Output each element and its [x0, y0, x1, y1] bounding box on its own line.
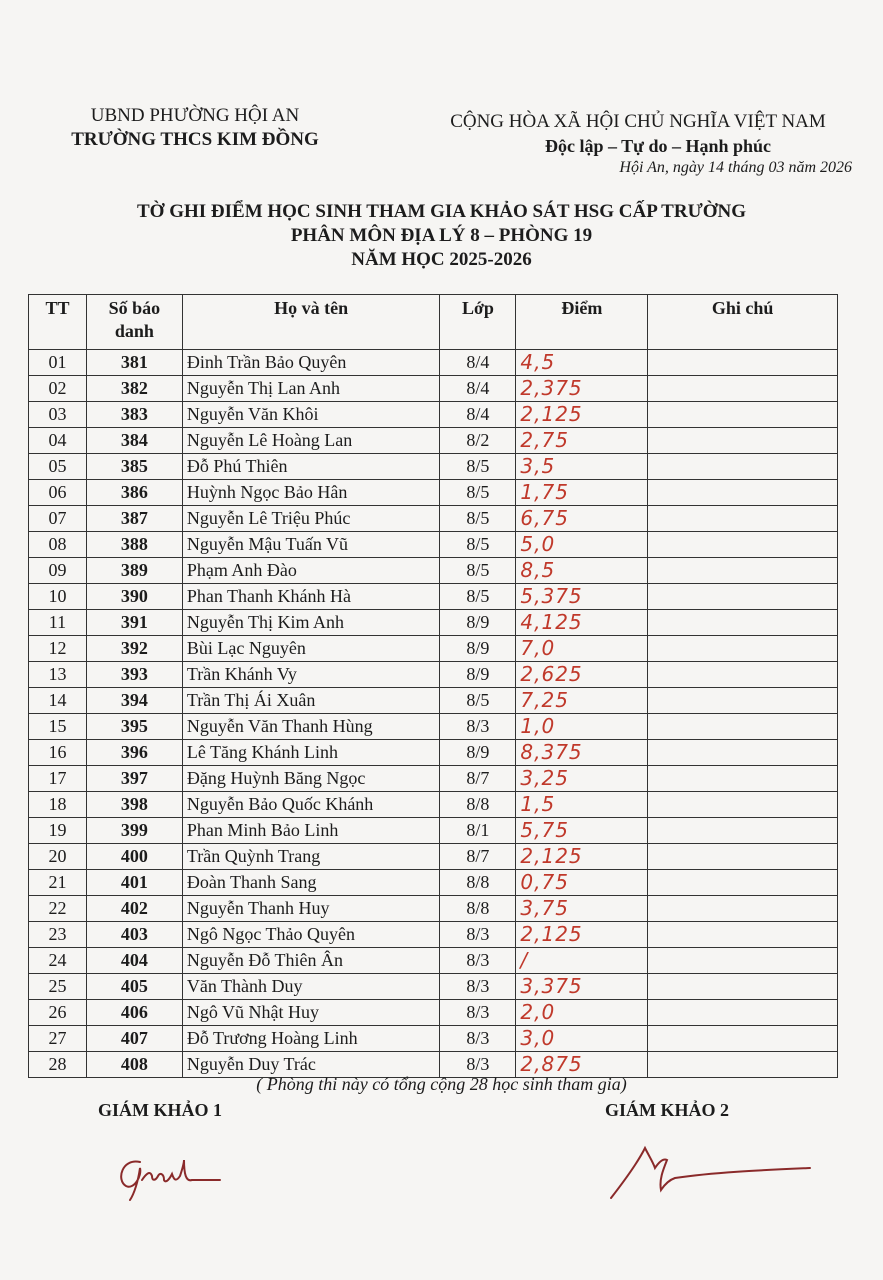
candidate-number: 388	[86, 532, 182, 558]
table-row	[29, 922, 838, 948]
table-header-row	[29, 295, 838, 350]
student-name: Nguyễn Duy Trác	[182, 1052, 440, 1078]
student-name: Ngô Ngọc Thảo Quyên	[182, 922, 440, 948]
header-class: Lớp	[440, 295, 516, 350]
judge-1-signature	[112, 1150, 222, 1210]
row-number: 10	[29, 584, 87, 610]
note	[648, 948, 838, 974]
national-motto: Độc lập – Tự do – Hạnh phúc	[544, 136, 772, 156]
score: 5,0	[516, 532, 648, 558]
score: 1,5	[516, 792, 648, 818]
note	[648, 714, 838, 740]
table-row	[29, 532, 838, 558]
candidate-number: 398	[86, 792, 182, 818]
score: /	[516, 948, 648, 974]
candidate-number: 387	[86, 506, 182, 532]
row-number: 08	[29, 532, 87, 558]
header-name: Họ và tên	[182, 295, 440, 350]
table-row	[29, 454, 838, 480]
note	[648, 584, 838, 610]
class-name: 8/3	[440, 1052, 516, 1078]
note	[648, 428, 838, 454]
row-number: 22	[29, 896, 87, 922]
score: 1,75	[516, 480, 648, 506]
student-name: Nguyễn Thị Lan Anh	[182, 376, 440, 402]
score: 4,5	[516, 350, 648, 376]
candidate-number: 405	[86, 974, 182, 1000]
candidate-number: 402	[86, 896, 182, 922]
student-name: Trần Quỳnh Trang	[182, 844, 440, 870]
document-title	[0, 200, 883, 272]
grades-table	[28, 294, 838, 1078]
class-name: 8/4	[440, 402, 516, 428]
candidate-number: 393	[86, 662, 182, 688]
class-name: 8/5	[440, 584, 516, 610]
student-name: Nguyễn Thị Kim Anh	[182, 610, 440, 636]
student-name: Trần Khánh Vy	[182, 662, 440, 688]
note	[648, 558, 838, 584]
row-number: 18	[29, 792, 87, 818]
score: 2,0	[516, 1000, 648, 1026]
score: 1,0	[516, 714, 648, 740]
table-row	[29, 896, 838, 922]
note	[648, 662, 838, 688]
score: 2,125	[516, 922, 648, 948]
class-name: 8/8	[440, 896, 516, 922]
score: 2,625	[516, 662, 648, 688]
table-row	[29, 506, 838, 532]
class-name: 8/8	[440, 792, 516, 818]
class-name: 8/3	[440, 1000, 516, 1026]
student-name: Nguyễn Lê Triệu Phúc	[182, 506, 440, 532]
note	[648, 480, 838, 506]
candidate-number: 397	[86, 766, 182, 792]
student-name: Trần Thị Ái Xuân	[182, 688, 440, 714]
class-name: 8/9	[440, 740, 516, 766]
student-name: Bùi Lạc Nguyên	[182, 636, 440, 662]
class-name: 8/4	[440, 376, 516, 402]
score: 2,875	[516, 1052, 648, 1078]
class-name: 8/7	[440, 844, 516, 870]
judge-1-label: GIÁM KHẢO 1	[98, 1100, 222, 1120]
candidate-number: 384	[86, 428, 182, 454]
row-number: 28	[29, 1052, 87, 1078]
ward-name: UBND PHƯỜNG HỘI AN	[90, 105, 300, 126]
class-name: 8/3	[440, 922, 516, 948]
class-name: 8/9	[440, 636, 516, 662]
class-name: 8/3	[440, 1026, 516, 1052]
class-name: 8/5	[440, 454, 516, 480]
class-name: 8/4	[440, 350, 516, 376]
table-row	[29, 688, 838, 714]
row-number: 07	[29, 506, 87, 532]
candidate-number: 395	[86, 714, 182, 740]
class-name: 8/9	[440, 662, 516, 688]
table-row	[29, 636, 838, 662]
score: 6,75	[516, 506, 648, 532]
row-number: 04	[29, 428, 87, 454]
note	[648, 1026, 838, 1052]
table-row	[29, 740, 838, 766]
table-row	[29, 870, 838, 896]
table-row	[29, 402, 838, 428]
student-name: Nguyễn Mậu Tuấn Vũ	[182, 532, 440, 558]
score: 2,125	[516, 844, 648, 870]
table-row	[29, 584, 838, 610]
table-row	[29, 662, 838, 688]
class-name: 8/5	[440, 506, 516, 532]
row-number: 20	[29, 844, 87, 870]
table-row	[29, 792, 838, 818]
score: 4,125	[516, 610, 648, 636]
note	[648, 402, 838, 428]
country-name: CỘNG HÒA XÃ HỘI CHỦ NGHĨA VIỆT NAM	[450, 111, 826, 132]
candidate-number: 381	[86, 350, 182, 376]
score: 2,375	[516, 376, 648, 402]
row-number: 15	[29, 714, 87, 740]
participant-count-note: ( Phòng thi này có tổng cộng 28 học sinh tham gia)	[256, 1074, 627, 1094]
row-number: 02	[29, 376, 87, 402]
student-name: Nguyễn Văn Khôi	[182, 402, 440, 428]
student-name: Phạm Anh Đào	[182, 558, 440, 584]
title-line-2: PHÂN MÔN ĐỊA LÝ 8 – PHÒNG 19	[290, 225, 593, 246]
header-score: Điểm	[516, 295, 648, 350]
note	[648, 350, 838, 376]
judge-2-label: GIÁM KHẢO 2	[605, 1100, 729, 1120]
table-row	[29, 818, 838, 844]
school-name: TRƯỜNG THCS KIM ĐỒNG	[71, 129, 319, 150]
note	[648, 376, 838, 402]
table-row	[29, 376, 838, 402]
table-row	[29, 766, 838, 792]
header-note: Ghi chú	[648, 295, 838, 350]
row-number: 09	[29, 558, 87, 584]
table-row	[29, 1026, 838, 1052]
row-number: 12	[29, 636, 87, 662]
national-header	[418, 110, 858, 178]
class-name: 8/9	[440, 610, 516, 636]
candidate-number: 407	[86, 1026, 182, 1052]
row-number: 21	[29, 870, 87, 896]
class-name: 8/5	[440, 532, 516, 558]
table-row	[29, 428, 838, 454]
candidate-number: 408	[86, 1052, 182, 1078]
score: 7,0	[516, 636, 648, 662]
candidate-number: 383	[86, 402, 182, 428]
note	[648, 870, 838, 896]
header-sbd-line2: danh	[114, 321, 154, 341]
class-name: 8/8	[440, 870, 516, 896]
student-name: Nguyễn Đỗ Thiên Ân	[182, 948, 440, 974]
candidate-number: 392	[86, 636, 182, 662]
student-name: Nguyễn Văn Thanh Hùng	[182, 714, 440, 740]
note	[648, 688, 838, 714]
row-number: 25	[29, 974, 87, 1000]
note	[648, 766, 838, 792]
candidate-number: 391	[86, 610, 182, 636]
table-row	[29, 350, 838, 376]
class-name: 8/1	[440, 818, 516, 844]
candidate-number: 403	[86, 922, 182, 948]
organization-header	[40, 104, 350, 152]
table-row	[29, 480, 838, 506]
student-name: Văn Thành Duy	[182, 974, 440, 1000]
student-name: Đỗ Phú Thiên	[182, 454, 440, 480]
title-line-1: TỜ GHI ĐIỂM HỌC SINH THAM GIA KHẢO SÁT HSG CẤP TRƯỜNG	[137, 201, 746, 222]
row-number: 14	[29, 688, 87, 714]
student-name: Phan Thanh Khánh Hà	[182, 584, 440, 610]
table-row	[29, 714, 838, 740]
row-number: 24	[29, 948, 87, 974]
candidate-number: 394	[86, 688, 182, 714]
row-number: 11	[29, 610, 87, 636]
row-number: 26	[29, 1000, 87, 1026]
note	[648, 792, 838, 818]
score: 2,75	[516, 428, 648, 454]
class-name: 8/7	[440, 766, 516, 792]
note	[648, 896, 838, 922]
note	[648, 636, 838, 662]
score: 3,75	[516, 896, 648, 922]
score: 3,375	[516, 974, 648, 1000]
row-number: 13	[29, 662, 87, 688]
note	[648, 610, 838, 636]
score: 7,25	[516, 688, 648, 714]
note	[648, 532, 838, 558]
candidate-number: 400	[86, 844, 182, 870]
row-number: 03	[29, 402, 87, 428]
student-name: Đặng Huỳnh Băng Ngọc	[182, 766, 440, 792]
student-name: Ngô Vũ Nhật Huy	[182, 1000, 440, 1026]
candidate-number: 399	[86, 818, 182, 844]
candidate-number: 401	[86, 870, 182, 896]
note	[648, 922, 838, 948]
student-name: Đỗ Trương Hoàng Linh	[182, 1026, 440, 1052]
class-name: 8/5	[440, 480, 516, 506]
header-sbd-line1: Số báo	[108, 298, 161, 318]
note	[648, 844, 838, 870]
student-name: Lê Tăng Khánh Linh	[182, 740, 440, 766]
score: 3,5	[516, 454, 648, 480]
candidate-number: 382	[86, 376, 182, 402]
date-line: Hội An, ngày 14 tháng 03 năm 2026	[619, 159, 852, 176]
score: 3,25	[516, 766, 648, 792]
candidate-number: 396	[86, 740, 182, 766]
student-name: Đoàn Thanh Sang	[182, 870, 440, 896]
judge-2-signature	[605, 1140, 815, 1210]
class-name: 8/5	[440, 688, 516, 714]
note	[648, 1000, 838, 1026]
student-name: Đinh Trần Bảo Quyên	[182, 350, 440, 376]
table-row	[29, 844, 838, 870]
row-number: 19	[29, 818, 87, 844]
table-row	[29, 558, 838, 584]
note	[648, 818, 838, 844]
title-line-3: NĂM HỌC 2025-2026	[351, 249, 532, 270]
header-tt: TT	[29, 295, 87, 350]
candidate-number: 390	[86, 584, 182, 610]
row-number: 23	[29, 922, 87, 948]
score: 5,75	[516, 818, 648, 844]
class-name: 8/3	[440, 974, 516, 1000]
candidate-number: 404	[86, 948, 182, 974]
row-number: 17	[29, 766, 87, 792]
note	[648, 740, 838, 766]
row-number: 05	[29, 454, 87, 480]
class-name: 8/3	[440, 948, 516, 974]
row-number: 06	[29, 480, 87, 506]
header-sbd	[86, 295, 182, 350]
note	[648, 974, 838, 1000]
score: 8,5	[516, 558, 648, 584]
table-row	[29, 1000, 838, 1026]
candidate-number: 386	[86, 480, 182, 506]
table-row	[29, 948, 838, 974]
table-row	[29, 610, 838, 636]
candidate-number: 389	[86, 558, 182, 584]
student-name: Nguyễn Lê Hoàng Lan	[182, 428, 440, 454]
student-name: Nguyễn Bảo Quốc Khánh	[182, 792, 440, 818]
row-number: 27	[29, 1026, 87, 1052]
class-name: 8/3	[440, 714, 516, 740]
candidate-number: 406	[86, 1000, 182, 1026]
class-name: 8/2	[440, 428, 516, 454]
note	[648, 454, 838, 480]
score: 3,0	[516, 1026, 648, 1052]
row-number: 16	[29, 740, 87, 766]
score: 5,375	[516, 584, 648, 610]
row-number: 01	[29, 350, 87, 376]
note	[648, 506, 838, 532]
class-name: 8/5	[440, 558, 516, 584]
table-row	[29, 974, 838, 1000]
score: 0,75	[516, 870, 648, 896]
student-name: Nguyễn Thanh Huy	[182, 896, 440, 922]
student-name: Huỳnh Ngọc Bảo Hân	[182, 480, 440, 506]
candidate-number: 385	[86, 454, 182, 480]
score: 2,125	[516, 402, 648, 428]
student-name: Phan Minh Bảo Linh	[182, 818, 440, 844]
score: 8,375	[516, 740, 648, 766]
